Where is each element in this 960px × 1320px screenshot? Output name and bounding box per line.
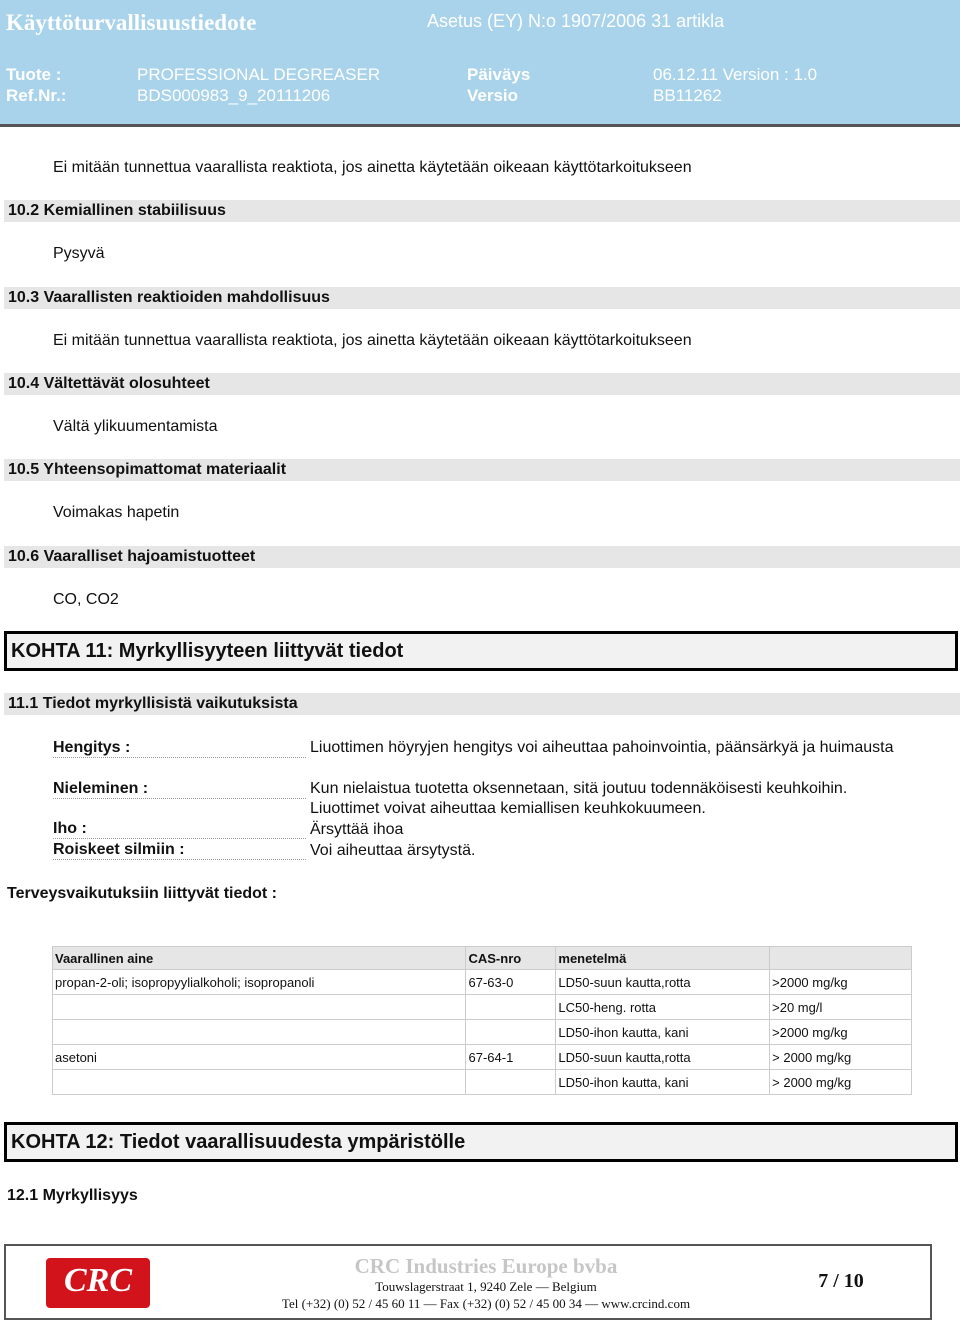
cell-value: > 2000 mg/kg xyxy=(770,1045,912,1070)
section-10-5-text: Voimakas hapetin xyxy=(53,504,180,521)
cell-cas: 67-63-0 xyxy=(466,970,556,995)
cell-substance xyxy=(53,1020,466,1045)
ref-value: BDS000983_9_20111206 xyxy=(137,86,331,105)
cell-value: > 2000 mg/kg xyxy=(770,1070,912,1095)
date-value: 06.12.11 Version : 1.0 xyxy=(653,65,818,84)
cell-method: LD50-ihon kautta, kani xyxy=(556,1070,770,1095)
col-header-value xyxy=(770,947,912,970)
section-11-heading: KOHTA 11: Myrkyllisyyteen liittyvät tiedot xyxy=(4,631,958,671)
cell-cas xyxy=(466,1070,556,1095)
cell-value: >20 mg/l xyxy=(770,995,912,1020)
table-row xyxy=(53,1020,912,1045)
cell-method: LD50-ihon kautta, kani xyxy=(556,1020,770,1045)
cell-value: >2000 mg/kg xyxy=(770,970,912,995)
cell-method: LD50-suun kautta,rotta xyxy=(556,1045,770,1070)
section-10-2-text: Pysyvä xyxy=(53,245,105,262)
date-label: Päiväys xyxy=(467,65,531,84)
version-value: BB11262 xyxy=(653,86,722,105)
product-label: Tuote : xyxy=(6,65,62,84)
reactivity-text: Ei mitään tunnettua vaarallista reaktiota, jos ainetta käytetään oikeaan käyttötarkoitukseen xyxy=(53,159,692,176)
section-10-3-title: 10.3 Vaarallisten reaktioiden mahdollisuus xyxy=(4,287,960,309)
section-10-6-text: CO, CO2 xyxy=(53,591,119,608)
cell-substance: asetoni xyxy=(53,1045,466,1070)
cell-value: >2000 mg/kg xyxy=(770,1020,912,1045)
eye-splash-text: Voi aiheuttaa ärsytystä. xyxy=(310,842,476,859)
document-header xyxy=(0,0,960,127)
toxicity-table xyxy=(52,946,912,1095)
table-row xyxy=(53,970,912,995)
cell-method: LD50-suun kautta,rotta xyxy=(556,970,770,995)
regulation-reference: Asetus (EY) N:o 1907/2006 31 artikla xyxy=(427,11,725,31)
product-value: PROFESSIONAL DEGREASER xyxy=(137,65,381,84)
col-header-method: menetelmä xyxy=(556,947,770,970)
col-header-substance: Vaarallinen aine xyxy=(53,947,466,970)
eye-splash-label: Roiskeet silmiin : xyxy=(53,841,306,860)
page-number: 7 / 10 xyxy=(818,1270,864,1292)
section-10-5-title: 10.5 Yhteensopimattomat materiaalit xyxy=(4,459,960,481)
table-row xyxy=(53,1070,912,1095)
section-10-4-title: 10.4 Vältettävät olosuhteet xyxy=(4,373,960,395)
cell-substance: propan-2-oli; isopropyylialkoholi; isopropanoli xyxy=(53,970,466,995)
section-11-1-title: 11.1 Tiedot myrkyllisistä vaikutuksista xyxy=(4,693,960,715)
crc-logo xyxy=(46,1258,150,1308)
page-footer xyxy=(4,1244,932,1320)
version-label: Versio xyxy=(467,86,519,105)
company-address: Touwslagerstraat 1, 9240 Zele — Belgium xyxy=(375,1279,597,1294)
document-title: Käyttöturvallisuustiedote xyxy=(6,10,257,35)
cell-cas xyxy=(466,1020,556,1045)
inhalation-label: Hengitys : xyxy=(53,739,306,758)
cell-cas xyxy=(466,995,556,1020)
ref-label: Ref.Nr.: xyxy=(6,86,67,105)
cell-method: LC50-heng. rotta xyxy=(556,995,770,1020)
health-info-label: Terveysvaikutuksiin liittyvät tiedot : xyxy=(7,885,278,902)
cell-substance xyxy=(53,1070,466,1095)
section-12-heading: KOHTA 12: Tiedot vaarallisuudesta ympäristölle xyxy=(4,1122,958,1162)
company-contact: Tel (+32) (0) 52 / 45 60 11 — Fax (+32) (0) 52 / 45 00 34 — www.crcind.com xyxy=(281,1296,691,1311)
section-10-3-text: Ei mitään tunnettua vaarallista reaktiota, jos ainetta käytetään oikeaan käyttötarkoitukseen xyxy=(53,332,692,349)
cell-cas: 67-64-1 xyxy=(466,1045,556,1070)
cell-substance xyxy=(53,995,466,1020)
ingestion-label: Nieleminen : xyxy=(53,780,306,799)
crc-logo-text: CRC xyxy=(63,1262,133,1299)
section-10-4-text: Vältä ylikuumentamista xyxy=(53,418,218,435)
table-row xyxy=(53,995,912,1020)
section-10-2-title: 10.2 Kemiallinen stabiilisuus xyxy=(4,200,960,222)
ingestion-text: Kun nielaistua tuotetta oksennetaan, sitä joutuu todennäköisesti keuhkoihin. Liuottimet voivat aiheuttaa kemiallisen keuhkokuumeen. xyxy=(310,780,848,817)
table-header-row xyxy=(53,947,912,970)
section-10-6-title: 10.6 Vaaralliset hajoamistuotteet xyxy=(4,546,960,568)
table-row xyxy=(53,1045,912,1070)
section-12-1-title: 12.1 Myrkyllisyys xyxy=(7,1187,138,1204)
skin-text: Ärsyttää ihoa xyxy=(310,821,404,838)
skin-label: Iho : xyxy=(53,820,306,839)
col-header-cas: CAS-nro xyxy=(466,947,556,970)
inhalation-text: Liuottimen höyryjen hengitys voi aiheuttaa pahoinvointia, päänsärkyä ja huimausta xyxy=(310,739,894,756)
company-name: CRC Industries Europe bvba xyxy=(354,1254,618,1278)
